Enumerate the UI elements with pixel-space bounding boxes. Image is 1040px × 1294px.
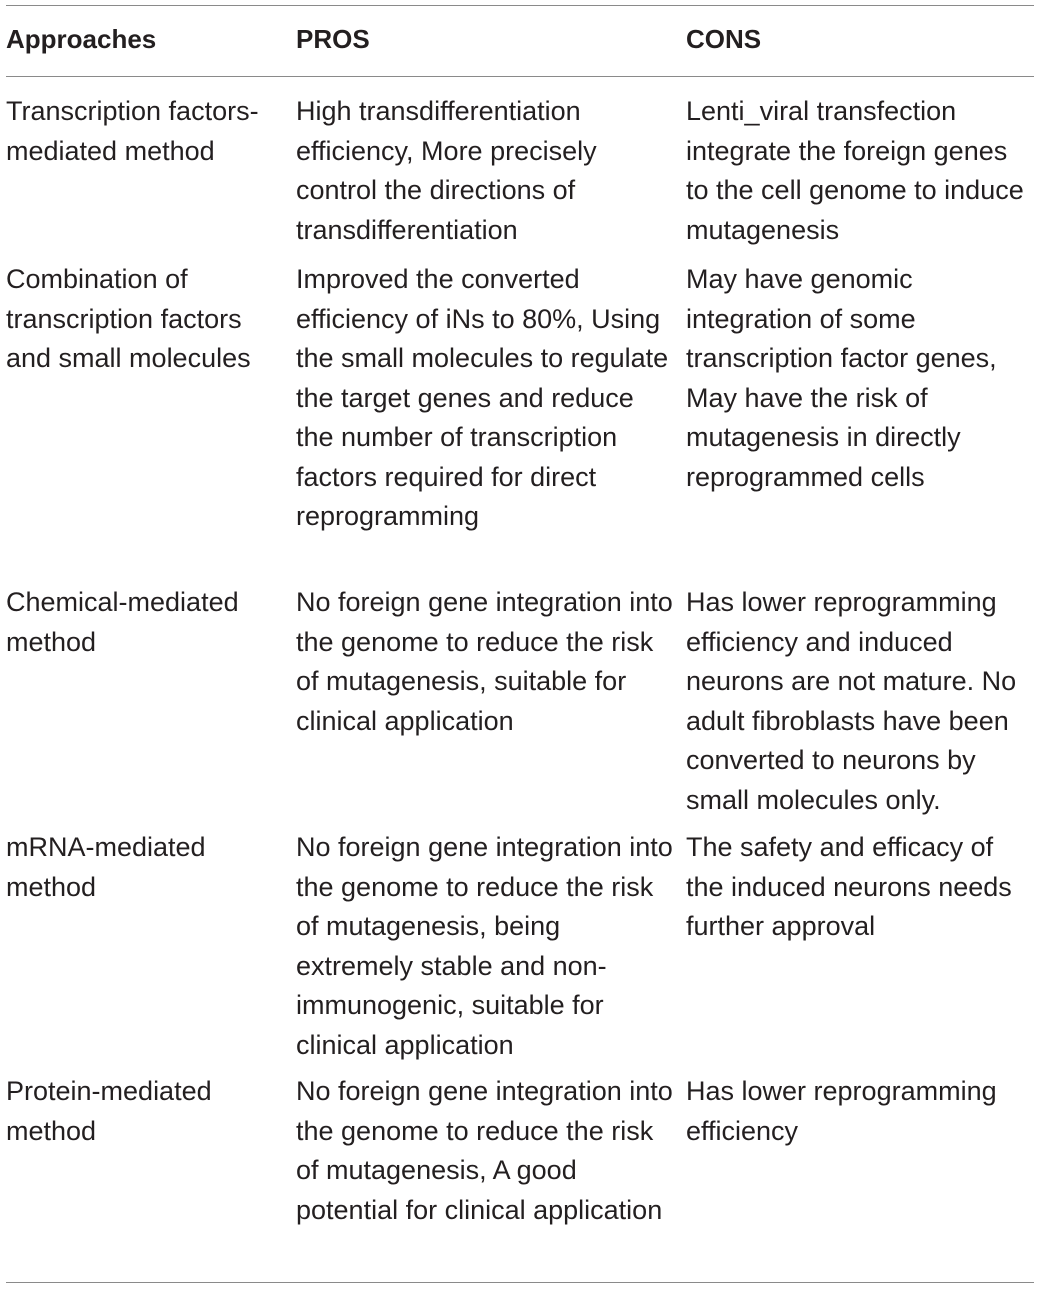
table-header-row (0, 0, 1040, 77)
table-bottom-rule (6, 1282, 1034, 1283)
table-row (0, 828, 1040, 1072)
table-row (0, 260, 1040, 583)
header-approaches: Approaches (6, 23, 157, 54)
cell-cons: Has lower reprogramming efficiency (686, 1076, 997, 1146)
cell-approach: Transcription factors-mediated method (6, 96, 259, 166)
cell-approach: Combination of transcription factors and small molecules (6, 264, 251, 373)
table-row (0, 77, 1040, 260)
cell-cons: Has lower reprogramming efficiency and induced neurons are not mature. No adult fibroblasts have been converted to neurons by small molecules only. (686, 587, 1017, 815)
cell-approach: Protein-mediated method (6, 1076, 212, 1146)
table-row (0, 1072, 1040, 1294)
header-pros: PROS (296, 23, 370, 54)
cell-approach: Chemical-mediated method (6, 587, 239, 657)
cell-pros: Improved the converted efficiency of iNs to 80%, Using the small molecules to regulate the target genes and reduce the number of transcription factors required for direct reprogramming (296, 264, 669, 531)
cell-pros: High transdifferentiation efficiency, More precisely control the directions of transdifferentiation (296, 96, 597, 245)
header-cons: CONS (686, 23, 762, 54)
cell-approach: mRNA-mediated method (6, 832, 206, 902)
cell-cons: May have genomic integration of some transcription factor genes, May have the risk of mutagenesis in directly reprogrammed cells (686, 264, 997, 492)
cell-pros: No foreign gene integration into the genome to reduce the risk of mutagenesis, suitable for clinical application (296, 587, 673, 736)
cell-cons: The safety and efficacy of the induced neurons needs further approval (686, 832, 1012, 941)
cell-cons: Lenti_viral transfection integrate the foreign genes to the cell genome to induce mutagenesis (686, 96, 1024, 245)
cell-pros: No foreign gene integration into the genome to reduce the risk of mutagenesis, A good potential for clinical application (296, 1076, 673, 1225)
table-row (0, 583, 1040, 828)
cell-pros: No foreign gene integration into the genome to reduce the risk of mutagenesis, being extremely stable and non-immunogenic, suitable for clinical application (296, 832, 673, 1060)
